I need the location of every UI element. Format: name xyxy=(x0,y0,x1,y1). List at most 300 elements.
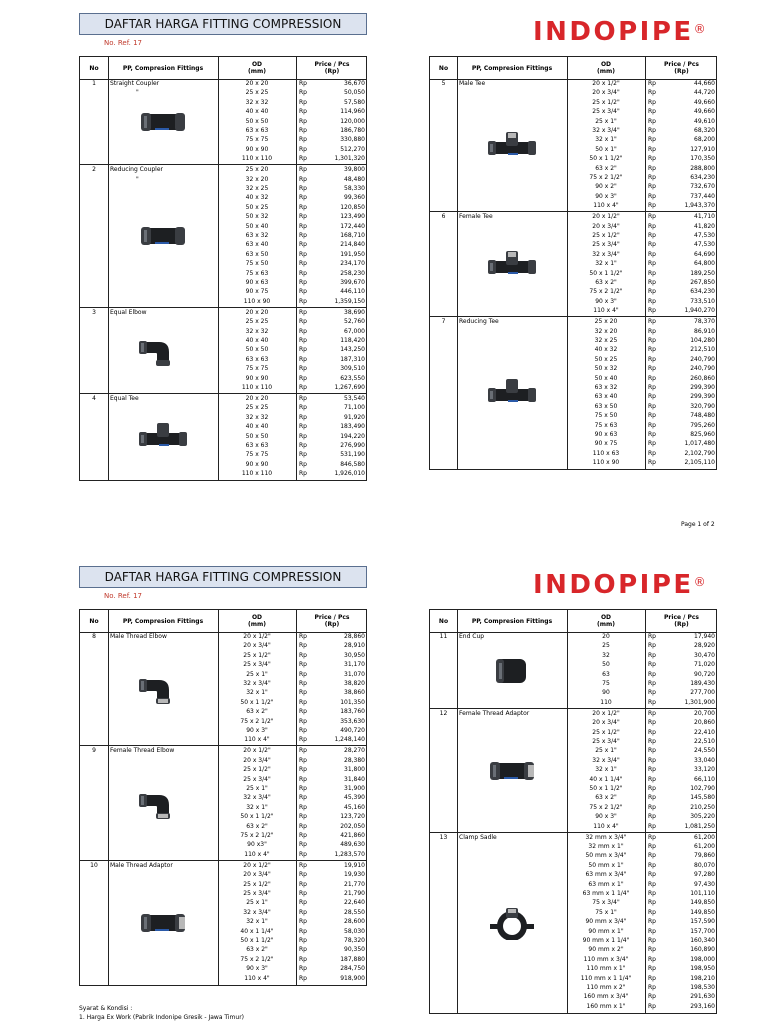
price-value: 71,100 xyxy=(344,404,365,412)
currency-label: Rp xyxy=(299,98,307,106)
price-value: 1,926,010 xyxy=(334,470,365,478)
currency-label: Rp xyxy=(648,908,656,916)
price-row xyxy=(430,392,718,401)
price-value: 64,690 xyxy=(694,250,715,258)
od-size: 32 x 32 xyxy=(245,98,269,106)
od-size: 110 x 63 xyxy=(592,449,620,457)
price-row xyxy=(430,983,718,992)
price-row xyxy=(430,709,718,718)
price-value: 102,790 xyxy=(690,784,715,792)
price-row xyxy=(430,117,718,126)
od-size: 63 x 2" xyxy=(595,278,617,286)
od-size: 32 mm x 3/4" xyxy=(585,833,627,841)
item-number: 1 xyxy=(92,80,96,87)
price-value: 733,510 xyxy=(690,297,715,305)
price-row xyxy=(430,212,718,221)
od-size: 25 x 20 xyxy=(245,166,269,174)
price-value: 31,800 xyxy=(344,766,365,774)
price-row xyxy=(430,822,718,831)
table-header xyxy=(80,610,366,633)
price-row xyxy=(430,936,718,945)
price-row xyxy=(80,79,368,88)
price-row xyxy=(430,632,718,641)
currency-label: Rp xyxy=(299,346,307,354)
price-row xyxy=(430,201,718,210)
currency-label: Rp xyxy=(648,89,656,97)
currency-label: Rp xyxy=(648,775,656,783)
price-row xyxy=(430,259,718,268)
od-size: 50 x 25 xyxy=(594,355,618,363)
price-value: 78,370 xyxy=(694,318,715,326)
price-value: 19,930 xyxy=(344,871,365,879)
price-row xyxy=(80,203,368,212)
currency-label: Rp xyxy=(299,965,307,973)
price-value: 28,860 xyxy=(344,633,365,640)
price-value: 28,380 xyxy=(344,756,365,764)
price-row xyxy=(430,964,718,973)
currency-label: Rp xyxy=(648,822,656,830)
price-row xyxy=(80,679,368,688)
header-price: Price / Pcs (Rp) xyxy=(664,614,699,628)
currency-label: Rp xyxy=(299,756,307,764)
price-value: 33,040 xyxy=(694,756,715,764)
price-value: 149,850 xyxy=(690,899,715,907)
od-size: 90 x 3" xyxy=(595,297,617,305)
price-row xyxy=(80,945,368,954)
price-value: 490,720 xyxy=(340,727,365,734)
price-row xyxy=(430,688,718,697)
currency-label: Rp xyxy=(648,374,656,382)
currency-label: Rp xyxy=(299,155,307,163)
od-size: 32 x 1" xyxy=(595,136,617,144)
currency-label: Rp xyxy=(299,80,307,87)
currency-label: Rp xyxy=(648,766,656,774)
price-value: 846,580 xyxy=(340,460,365,468)
indopipe-logo xyxy=(533,570,706,600)
od-size: 75 x 75 xyxy=(245,136,269,144)
currency-label: Rp xyxy=(299,89,307,97)
currency-label: Rp xyxy=(299,813,307,821)
od-size: 110 x 4" xyxy=(593,822,619,830)
price-row xyxy=(430,297,718,306)
od-size: 32 x 1" xyxy=(246,918,268,926)
price-value: 825,960 xyxy=(690,430,715,438)
currency-label: Rp xyxy=(299,708,307,716)
price-row xyxy=(430,641,718,650)
currency-label: Rp xyxy=(648,965,656,973)
price-value: 31,070 xyxy=(344,670,365,678)
price-value: 71,020 xyxy=(694,661,715,669)
price-row xyxy=(80,632,368,641)
price-row xyxy=(80,450,368,459)
price-row xyxy=(80,345,368,354)
price-value: 33,120 xyxy=(694,766,715,774)
price-value: 212,510 xyxy=(690,346,715,354)
currency-label: Rp xyxy=(299,680,307,687)
currency-label: Rp xyxy=(648,440,656,448)
od-size: 75 x 63 xyxy=(245,269,269,277)
currency-label: Rp xyxy=(648,278,656,286)
od-size: 63 mm x 1" xyxy=(588,880,624,888)
od-size: 25 x 1/2" xyxy=(243,880,271,888)
price-value: 288,800 xyxy=(690,164,715,172)
currency-label: Rp xyxy=(648,355,656,363)
price-row xyxy=(430,812,718,821)
currency-label: Rp xyxy=(299,670,307,678)
price-value: 284,750 xyxy=(340,965,365,973)
price-row xyxy=(80,861,368,870)
currency-label: Rp xyxy=(299,213,307,221)
od-size: 25 x 3/4" xyxy=(243,889,271,897)
price-row xyxy=(430,231,718,240)
price-row xyxy=(80,917,368,926)
price-row xyxy=(430,182,718,191)
price-value: 28,600 xyxy=(344,918,365,926)
price-row xyxy=(430,327,718,336)
od-size: 63 x 63 xyxy=(245,442,269,449)
price-value: 737,440 xyxy=(690,192,715,200)
currency-label: Rp xyxy=(299,383,307,391)
price-value: 68,320 xyxy=(694,127,715,134)
price-value: 240,790 xyxy=(690,365,715,373)
currency-label: Rp xyxy=(648,430,656,438)
price-row xyxy=(80,287,368,296)
price-value: 30,470 xyxy=(694,651,715,659)
currency-label: Rp xyxy=(299,766,307,774)
price-row xyxy=(80,936,368,945)
terms-title: Syarat & Kondisi : xyxy=(79,1005,133,1012)
currency-label: Rp xyxy=(299,166,307,174)
currency-label: Rp xyxy=(299,974,307,982)
od-size: 20 x 3/4" xyxy=(592,222,620,230)
od-size: 32 x 3/4" xyxy=(592,127,620,134)
price-row xyxy=(430,746,718,755)
od-size: 90 x 3" xyxy=(246,965,268,973)
price-value: 189,250 xyxy=(690,269,715,277)
ditto-mark: " xyxy=(136,89,139,97)
fitting-group xyxy=(430,632,716,709)
fitting-group xyxy=(80,394,366,480)
price-row xyxy=(80,812,368,821)
price-value: 157,590 xyxy=(690,918,715,926)
price-value: 47,530 xyxy=(694,241,715,249)
currency-label: Rp xyxy=(299,241,307,249)
price-row xyxy=(430,439,718,448)
currency-label: Rp xyxy=(299,633,307,640)
item-number: 8 xyxy=(92,633,96,640)
price-row xyxy=(80,250,368,259)
currency-label: Rp xyxy=(648,993,656,1001)
item-number: 2 xyxy=(92,166,96,174)
price-value: 489,630 xyxy=(340,841,365,849)
currency-label: Rp xyxy=(299,936,307,944)
price-value: 20,860 xyxy=(694,719,715,727)
od-size: 160 mm x 3/4" xyxy=(583,993,629,1001)
od-size: 50 x 1 1/2" xyxy=(240,698,274,706)
terms-and-conditions xyxy=(79,1004,244,1022)
od-size: 90 x3" xyxy=(247,841,267,849)
price-row xyxy=(430,430,718,439)
currency-label: Rp xyxy=(648,222,656,230)
currency-label: Rp xyxy=(299,184,307,192)
price-value: 202,050 xyxy=(340,822,365,830)
price-row xyxy=(80,870,368,879)
od-size: 40 x 32 xyxy=(245,194,269,202)
fitting-name: Female Thread Adaptor xyxy=(459,709,530,717)
header-od: OD (mm) xyxy=(597,61,615,75)
od-size: 110 x 4" xyxy=(593,202,619,210)
currency-label: Rp xyxy=(648,728,656,736)
currency-label: Rp xyxy=(299,250,307,258)
terms-line: 1. Harga Ex Work (Pabrik Indonipe Gresik - Jawa Timur) xyxy=(79,1014,245,1021)
price-row xyxy=(80,98,368,107)
od-size: 25 x 20 xyxy=(594,318,618,326)
price-row xyxy=(430,269,718,278)
price-row xyxy=(80,175,368,184)
price-row xyxy=(80,707,368,716)
price-value: 299,390 xyxy=(690,383,715,391)
price-value: 79,860 xyxy=(694,852,715,860)
price-value: 512,270 xyxy=(340,145,365,153)
price-value: 446,110 xyxy=(340,288,365,296)
price-value: 86,910 xyxy=(694,327,715,335)
od-size: 90 mm x 2" xyxy=(588,946,624,954)
price-row xyxy=(80,317,368,326)
price-row xyxy=(430,164,718,173)
price-row xyxy=(80,327,368,336)
price-value: 28,270 xyxy=(344,747,365,755)
currency-label: Rp xyxy=(648,670,656,678)
price-value: 1,943,370 xyxy=(684,202,715,210)
currency-label: Rp xyxy=(648,689,656,697)
price-value: 623,550 xyxy=(340,374,365,382)
price-value: 634,230 xyxy=(690,174,715,181)
od-size: 110 mm x 1" xyxy=(586,965,626,973)
price-row xyxy=(80,135,368,144)
price-row xyxy=(430,765,718,774)
currency-label: Rp xyxy=(648,192,656,200)
price-value: 31,170 xyxy=(344,661,365,669)
od-size: 90 x 63 xyxy=(245,278,269,286)
od-size: 90 x 3" xyxy=(246,727,268,734)
currency-label: Rp xyxy=(299,850,307,858)
od-size: 32 xyxy=(602,651,610,659)
price-value: 36,670 xyxy=(344,80,365,87)
od-size: 20 x 1/2" xyxy=(592,709,620,717)
price-value: 2,105,110 xyxy=(684,459,715,467)
fitting-group xyxy=(80,632,366,746)
price-value: 214,840 xyxy=(340,241,365,249)
price-row xyxy=(430,861,718,870)
price-value: 39,800 xyxy=(344,166,365,174)
header-price: Price / Pcs (Rp) xyxy=(664,61,699,75)
price-value: 634,230 xyxy=(690,288,715,296)
price-row xyxy=(430,842,718,851)
price-row xyxy=(80,212,368,221)
price-row xyxy=(80,765,368,774)
od-size: 20 x 3/4" xyxy=(243,642,271,650)
od-size: 25 x 1/2" xyxy=(243,766,271,774)
od-size: 50 x 40 xyxy=(594,374,618,382)
currency-label: Rp xyxy=(299,432,307,440)
currency-label: Rp xyxy=(648,145,656,153)
od-size: 32 x 1" xyxy=(246,689,268,697)
currency-label: Rp xyxy=(648,183,656,191)
price-value: 198,530 xyxy=(690,983,715,991)
currency-label: Rp xyxy=(299,871,307,879)
currency-label: Rp xyxy=(299,127,307,134)
item-number: 10 xyxy=(90,861,98,869)
price-value: 53,540 xyxy=(344,395,365,402)
header-od: OD (mm) xyxy=(248,61,266,75)
od-size: 90 xyxy=(602,689,610,697)
price-value: 277,700 xyxy=(690,689,715,697)
od-size: 40 x 40 xyxy=(245,336,269,344)
price-row xyxy=(80,974,368,983)
price-row xyxy=(80,240,368,249)
price-value: 1,017,480 xyxy=(684,440,715,448)
od-size: 20 x 3/4" xyxy=(243,871,271,879)
od-size: 20 x 3/4" xyxy=(243,756,271,764)
od-size: 75 x 75 xyxy=(245,451,269,459)
od-size: 32 x 25 xyxy=(594,336,618,344)
currency-label: Rp xyxy=(648,756,656,764)
currency-label: Rp xyxy=(648,927,656,935)
currency-label: Rp xyxy=(299,231,307,239)
price-value: 44,660 xyxy=(694,80,715,87)
price-value: 309,510 xyxy=(340,365,365,373)
od-size: 20 x 1/2" xyxy=(592,80,620,87)
currency-label: Rp xyxy=(299,880,307,888)
od-size: 32 x 3/4" xyxy=(592,756,620,764)
od-size: 25 x 25 xyxy=(245,404,269,412)
registered-mark: ® xyxy=(693,575,706,589)
price-row xyxy=(430,421,718,430)
currency-label: Rp xyxy=(299,374,307,382)
price-value: 67,000 xyxy=(344,327,365,335)
price-value: 52,760 xyxy=(344,318,365,326)
od-size: 110 xyxy=(600,698,612,706)
price-value: 183,490 xyxy=(340,423,365,431)
price-row xyxy=(430,336,718,345)
od-size: 90 mm x 1" xyxy=(588,927,624,935)
currency-label: Rp xyxy=(299,775,307,783)
currency-label: Rp xyxy=(299,908,307,916)
currency-label: Rp xyxy=(299,736,307,744)
od-size: 63 x 2" xyxy=(246,946,268,954)
price-value: 198,000 xyxy=(690,955,715,963)
currency-label: Rp xyxy=(648,813,656,821)
price-value: 189,430 xyxy=(690,680,715,687)
price-row xyxy=(430,651,718,660)
currency-label: Rp xyxy=(648,784,656,792)
currency-label: Rp xyxy=(299,288,307,296)
currency-label: Rp xyxy=(299,955,307,963)
price-value: 21,790 xyxy=(344,889,365,897)
currency-label: Rp xyxy=(648,747,656,755)
currency-label: Rp xyxy=(299,470,307,478)
price-row xyxy=(80,641,368,650)
od-size: 90 x 75 xyxy=(594,440,618,448)
price-row xyxy=(430,317,718,326)
price-row xyxy=(430,278,718,287)
currency-label: Rp xyxy=(648,365,656,373)
od-size: 110 mm x 2" xyxy=(586,983,626,991)
price-value: 58,030 xyxy=(344,927,365,935)
od-size: 110 x 110 xyxy=(241,155,273,163)
currency-label: Rp xyxy=(648,412,656,420)
od-size: 32 mm x 1" xyxy=(588,842,624,850)
od-size: 110 x 110 xyxy=(241,470,273,478)
currency-label: Rp xyxy=(648,127,656,134)
price-value: 38,820 xyxy=(344,680,365,687)
price-row xyxy=(80,383,368,392)
price-value: 101,350 xyxy=(340,698,365,706)
price-value: 143,250 xyxy=(340,346,365,354)
currency-label: Rp xyxy=(648,421,656,429)
od-size: 110 x 4" xyxy=(244,736,270,744)
price-value: 198,950 xyxy=(690,965,715,973)
od-size: 90 x 63 xyxy=(594,430,618,438)
price-row xyxy=(80,364,368,373)
price-row xyxy=(80,193,368,202)
currency-label: Rp xyxy=(299,365,307,373)
od-size: 32 x 20 xyxy=(245,175,269,183)
currency-label: Rp xyxy=(648,117,656,125)
od-size: 25 x 3/4" xyxy=(592,108,620,116)
currency-label: Rp xyxy=(648,889,656,897)
currency-label: Rp xyxy=(648,642,656,650)
currency-label: Rp xyxy=(648,136,656,144)
od-size: 75 x 2 1/2" xyxy=(589,288,623,296)
currency-label: Rp xyxy=(299,784,307,792)
od-size: 50 x 40 xyxy=(245,222,269,230)
table-header xyxy=(430,57,716,80)
currency-label: Rp xyxy=(299,899,307,907)
price-value: 1,283,570 xyxy=(334,850,365,858)
fitting-group xyxy=(430,79,716,212)
price-row xyxy=(80,441,368,450)
currency-label: Rp xyxy=(299,861,307,869)
currency-label: Rp xyxy=(648,946,656,954)
price-row xyxy=(430,889,718,898)
header-fitting-name: PP, Compresion Fittings xyxy=(471,617,553,625)
price-row xyxy=(80,88,368,97)
fitting-name: Reducing Tee xyxy=(459,318,499,326)
price-row xyxy=(430,756,718,765)
currency-label: Rp xyxy=(648,709,656,717)
price-row xyxy=(430,88,718,97)
price-value: 258,230 xyxy=(340,269,365,277)
price-value: 276,990 xyxy=(340,442,365,449)
price-value: 97,430 xyxy=(694,880,715,888)
header-no: No xyxy=(89,64,99,72)
od-size: 25 x 3/4" xyxy=(243,775,271,783)
currency-label: Rp xyxy=(648,955,656,963)
currency-label: Rp xyxy=(299,831,307,839)
price-value: 47,530 xyxy=(694,231,715,239)
fitting-name: End Cup xyxy=(459,633,485,640)
price-row xyxy=(80,126,368,135)
od-size: 90 x 3" xyxy=(595,192,617,200)
fitting-name: Equal Elbow xyxy=(110,308,147,316)
price-value: 1,359,150 xyxy=(334,297,365,305)
currency-label: Rp xyxy=(299,194,307,202)
price-row xyxy=(80,784,368,793)
price-value: 22,410 xyxy=(694,728,715,736)
currency-label: Rp xyxy=(299,108,307,116)
price-row xyxy=(80,880,368,889)
